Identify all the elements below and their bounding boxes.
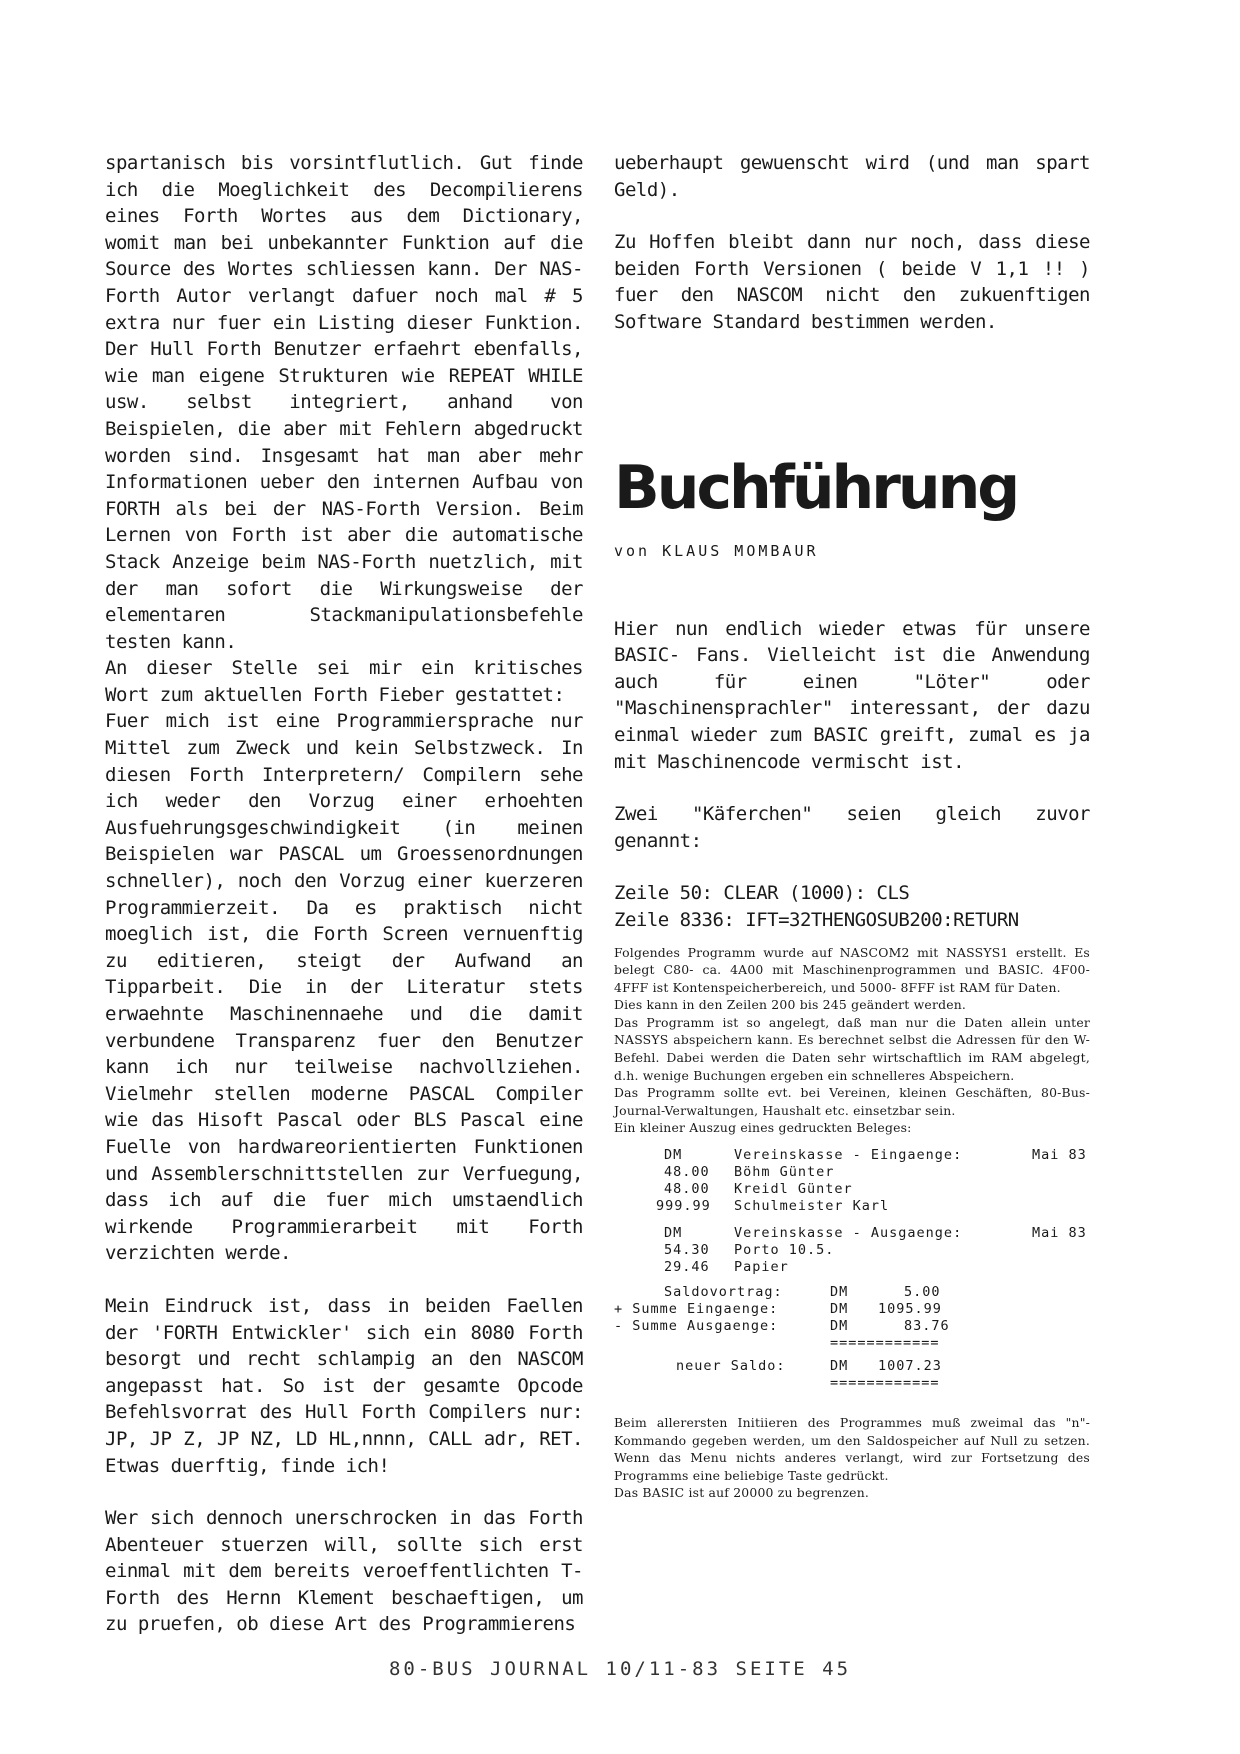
receipt-row: 999.99 Schulmeister Karl bbox=[656, 1198, 890, 1215]
notes-paragraph: Das Programm ist so angelegt, daß man nur die Daten allein unter NASSYS abspeichern kann. Es berechnet selbst die Adressen für den W-Befehl. Dabei werden die Daten sehr wirtschaftlich im RAM abgelegt, d.h. wenige Buchungen ergeben ein schnelleres Abspeichern. bbox=[614, 1014, 1090, 1083]
left-paragraph: Mein Eindruck ist, dass in beiden Faellen der 'FORTH Entwickler' sich ein 8080 Forth besorgt und recht schlampig an den NASCOM angepasst hat. So ist der gesamte Opcode Befehlsvorrat des Hull Forth Compilers nur: JP, JP Z, JP NZ, LD HL,nnnn, CALL adr, RET. Etwas duerftig, finde ich! bbox=[105, 1294, 583, 1477]
left-paragraph: Fuer mich ist eine Programmiersprache nur Mittel zum Zweck und kein Selbstzweck. In diesen Forth Interpretern/ Compilern sehe ich weder den Vorzug einer erhoehten Ausfuehrungsgeschwindigkeit (in meinen Beispielen war PASCAL um Groessenordnungen schneller), noch den Vorzug einer kuerzeren Programmierzeit. Da es praktisch nicht moeglich ist, die Forth Screen vernuenftig zu editieren, steigt der Aufwand an Tipparbeit. Die in der Literatur stets erwaehnte Maschinennaehe und die damit verbundene Transparenz fuer den Benutzer kann ich nur teilweise nachvollziehen. Vielmehr stellen moderne PASCAL Compiler wie das Hisoft Pascal oder BLS Pascal eine Fuelle von hardwareorientierten Funktionen und Assemblerschnittstellen zur Verfuegung, dass ich auf die fuer mich umstaendlich wirkende Programmierarbeit mit Forth verzichten werde. bbox=[105, 710, 583, 1265]
article-title: Buchführung bbox=[614, 452, 1018, 523]
right-column bbox=[614, 150, 1090, 1502]
left-paragraph: Wer sich dennoch unerschrocken in das Forth Abenteuer stuerzen will, sollte sich erst einmal mit dem bereits veroeffentlichten T-Forth des Hernn Klement beschaeftigen, um zu pruefen, ob diese Art des Programmierens bbox=[105, 1507, 583, 1636]
notes-paragraph: Dies kann in den Zeilen 200 bis 245 geändert werden. bbox=[614, 997, 967, 1013]
receipt-row: 29.46 Papier bbox=[664, 1259, 789, 1276]
receipt-row: 48.00 Kreidl Günter bbox=[664, 1181, 853, 1198]
receipt-rule: ============ bbox=[830, 1335, 940, 1352]
receipt-summary-row: + Summe Eingaenge: DM 1095.99 bbox=[614, 1301, 942, 1318]
article-paragraph: Hier nun endlich wieder etwas für unsere BASIC- Fans. Vielleicht ist die Anwendung auch für einen "Löter" oder "Maschinensprachler" interessant, der dazu einmal wieder zum BASIC greift, zumal es ja mit Maschinencode vermischt ist. bbox=[614, 617, 1090, 773]
notes-paragraph: Beim allerersten Initiieren des Programmes muß zweimal das "n"-Kommando gegeben werden, um den Saldospeicher auf Null zu setzen. Wenn das Menu nichts anderes verlangt, wird zur Fortsetzung des Programms eine beliebige Taste gedrückt. bbox=[614, 1415, 1090, 1483]
left-column bbox=[105, 150, 583, 1638]
code-line: Zeile 50: CLEAR (1000): CLS bbox=[614, 882, 910, 905]
intro-paragraph: Zu Hoffen bleibt dann nur noch, dass diese beiden Forth Versionen ( beide V 1,1 !! ) fuer den NASCOM nicht den zukuenftigen Software Standard bestimmen werden. bbox=[614, 231, 1090, 333]
notes-paragraph: Ein kleiner Auszug eines gedruckten Beleges: bbox=[614, 1120, 912, 1136]
left-paragraph: spartanisch bis vorsintflutlich. Gut finde ich die Moeglichkeit des Decompilierens eines Forth Wortes aus dem Dictionary, womit man bei unbekannter Funktion auf die Source des Wortes schliessen kann. Der NAS-Forth Autor verlangt dafuer noch mal # 5 extra nur fuer ein Listing dieser Funktion. Der Hull Forth Benutzer erfaehrt ebenfalls, wie man eigene Strukturen wie REPEAT WHILE usw. selbst integriert, anhand von Beispielen, die aber mit Fehlern abgedruckt worden sind. Insgesamt hat man aber mehr Informationen ueber den internen Aufbau von FORTH als bei der NAS-Forth Version. Beim Lernen von Forth ist aber die automatische Stack Anzeige beim NAS-Forth nuetzlich, mit der man sofort die Wirkungsweise der elementaren Stackmanipulationsbefehle testen kann. bbox=[105, 152, 583, 653]
receipt-income-header: DM Vereinskasse - Eingaenge: Mai 83 bbox=[664, 1147, 1087, 1164]
page-footer: 80-BUS JOURNAL 10/11-83 SEITE 45 bbox=[388, 1658, 852, 1680]
receipt-rule: ============ bbox=[830, 1375, 940, 1392]
article-byline: von KLAUS MOMBAUR bbox=[614, 541, 819, 560]
code-line: Zeile 8336: IFT=32THENGOSUB200:RETURN bbox=[614, 908, 1019, 931]
receipt-row: 48.00 Böhm Günter bbox=[664, 1164, 835, 1181]
notes-paragraph: Folgendes Programm wurde auf NASCOM2 mit NASSYS1 erstellt. Es belegt C80- ca. 4A00 mit Maschinenprogrammen und BASIC. 4F00- 4FFF ist Kontenspeicherbereich, und 5000- 8FFF ist RAM für Daten. bbox=[614, 944, 1090, 995]
receipt-expense-header: DM Vereinskasse - Ausgaenge: Mai 83 bbox=[664, 1225, 1087, 1242]
receipt-summary-row: Saldovortrag: DM 5.00 bbox=[664, 1284, 941, 1301]
article-paragraph: Zwei "Käferchen" seien gleich zuvor genannt: bbox=[614, 803, 1090, 852]
intro-paragraph: ueberhaupt gewuenscht wird (und man spart Geld). bbox=[614, 152, 1090, 201]
notes-paragraph: Das BASIC ist auf 20000 zu begrenzen. bbox=[614, 1485, 870, 1501]
receipt-printout bbox=[614, 1147, 1090, 1392]
notes-paragraph: Das Programm sollte evt. bei Vereinen, kleinen Geschäften, 80-Bus-Journal-Verwaltungen, Haushalt etc. einsetzbar sein. bbox=[614, 1085, 1090, 1118]
left-paragraph: An dieser Stelle sei mir ein kritisches Wort zum aktuellen Forth Fieber gestattet: bbox=[105, 657, 583, 706]
receipt-summary-row: - Summe Ausgaenge: DM 83.76 bbox=[614, 1318, 950, 1335]
receipt-final-row: neuer Saldo: DM 1007.23 bbox=[676, 1358, 942, 1375]
receipt-row: 54.30 Porto 10.5. bbox=[664, 1242, 835, 1259]
